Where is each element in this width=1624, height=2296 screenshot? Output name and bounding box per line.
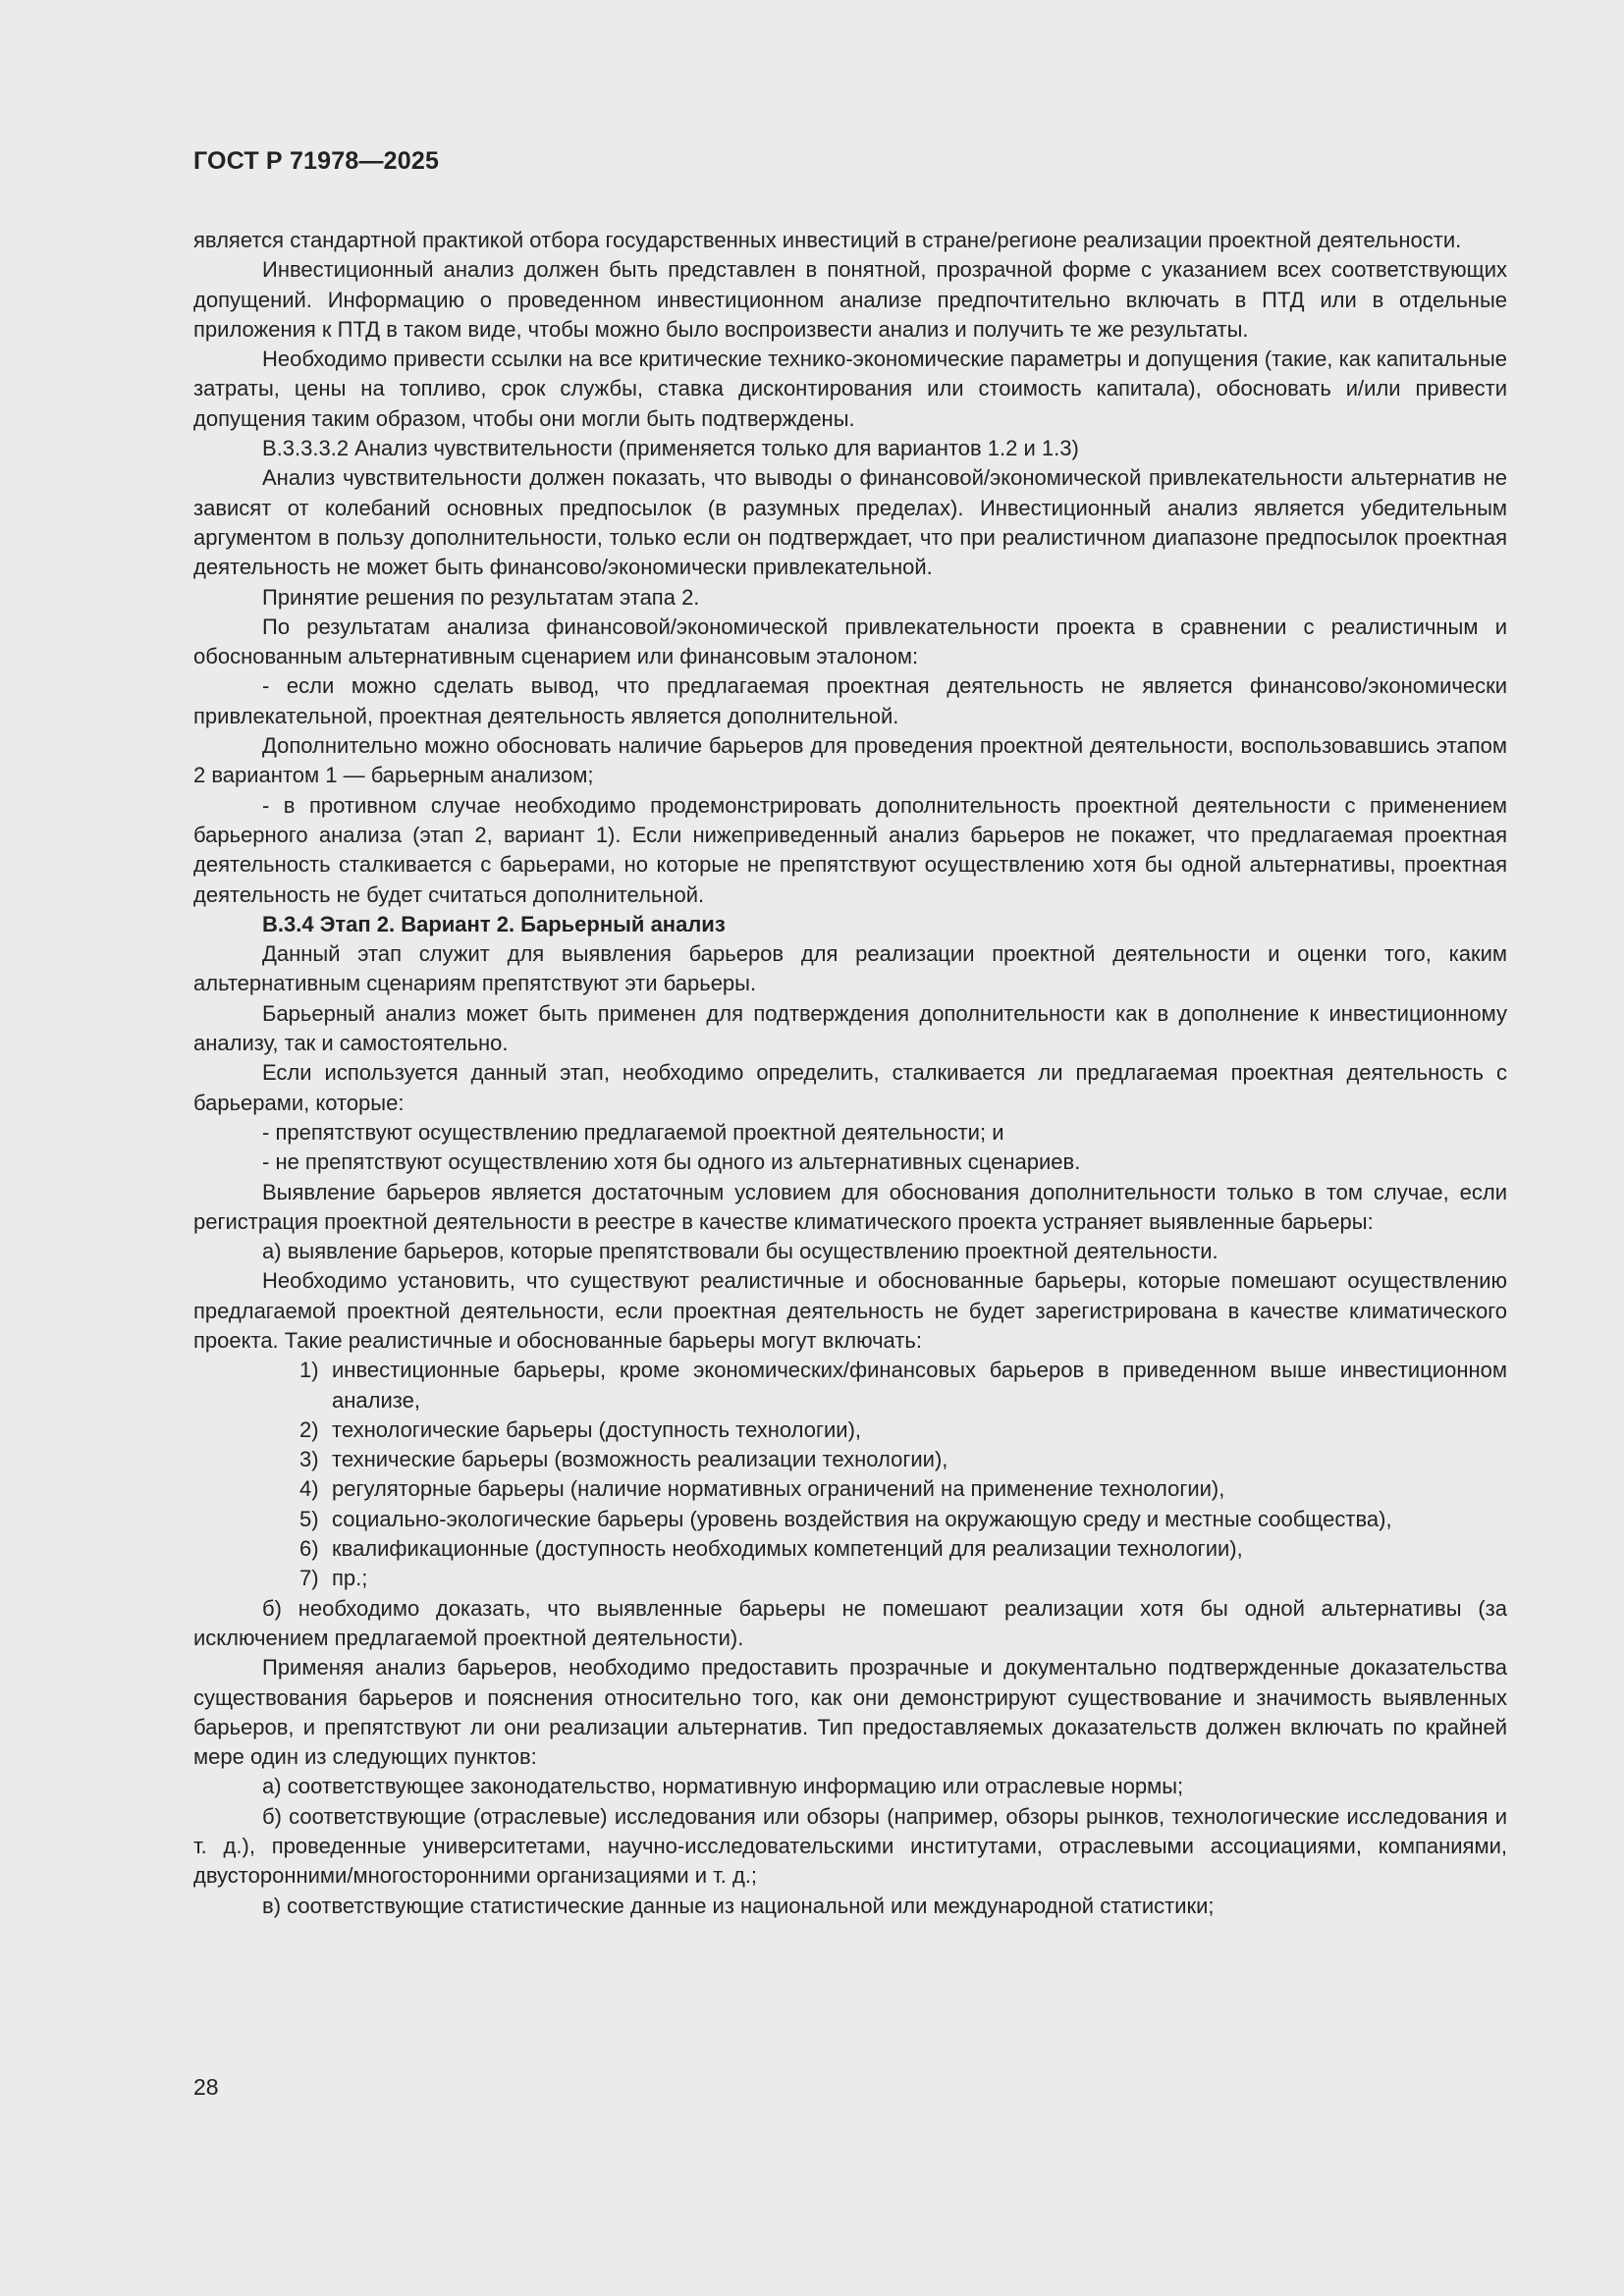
list-text: выявление барьеров, которые препятствовали бы осуществлению проектной деятельности. [287,1239,1218,1264]
numbered-item [299,1564,1507,1593]
item-text: технические барьеры (возможность реализации технологии), [332,1447,948,1472]
item-text: социально-экологические барьеры (уровень воздействия на окружающую среду и местные сообщества), [332,1506,1392,1531]
item-text: пр.; [332,1566,368,1591]
item-number: 3) [299,1447,319,1472]
item-text: технологические барьеры (доступность технологии), [332,1416,862,1442]
paragraph: Анализ чувствительности должен показать, что выводы о финансовой/экономической привлекательности альтернатив не зависят от колебаний основных предпосылок (в разумных пределах). Инвестиционный анализ является убедительным аргументом в пользу дополнительности, только если он подтверждает, что при реалистичном диапазоне предпосылок проектная деятельность не может быть финансово/экономически привлекательной. [193,465,1507,580]
paragraph: - препятствуют осуществлению предлагаемой проектной деятельности; и [262,1119,1004,1145]
numbered-item [299,1505,1507,1534]
paragraph: Барьерный анализ может быть применен для подтверждения дополнительности как в дополнение к инвестиционному анализу, так и самостоятельно. [193,1000,1507,1056]
paragraph: - в противном случае необходимо продемонстрировать дополнительность проектной деятельности с применением барьерного анализа (этап 2, вариант 1). Если нижеприведенный анализ барьеров не покажет, что предлагаемая проектная деятельность сталкивается с барьерами, но которые не препятствуют осуществлению хотя бы одной альтернативы, проектная деятельность не будет считаться дополнительной. [193,792,1507,907]
paragraph: Принятие решения по результатам этапа 2. [262,584,700,610]
list-text: соответствующие (отраслевые) исследования или обзоры (например, обзоры рынков, технологические исследования и т. д.), проведенные университетами, научно-исследовательскими институтами, отраслевыми ассоциациями, компаниями, двусторонними/многосторонними организациями и т. д.; [193,1803,1507,1889]
list-marker: б) [262,1595,282,1621]
paragraph: Выявление барьеров является достаточным условием для обоснования дополнительности только в том случае, если регистрация проектной деятельности в реестре в качестве климатического проекта устраняет выявленные барьеры: [193,1179,1507,1234]
numbered-item [299,1474,1507,1504]
item-number: 4) [299,1476,319,1502]
item-number: 6) [299,1536,319,1562]
barrier-list [193,1356,1507,1593]
list-text: необходимо доказать, что выявленные барьеры не помешают реализации хотя бы одной альтернативы (за исключением предлагаемой проектной деятельности). [193,1595,1507,1650]
paragraph: Необходимо установить, что существуют реалистичные и обоснованные барьеры, которые помешают осуществлению предлагаемой проектной деятельности, если проектная деятельность не будет зарегистрирована в качестве климатического проекта. Такие реалистичные и обоснованные барьеры могут включать: [193,1268,1507,1353]
section-heading: В.3.3.3.2 Анализ чувствительности (применяется только для вариантов 1.2 и 1.3) [262,436,1079,461]
paragraph: - не препятствуют осуществлению хотя бы одного из альтернативных сценариев. [262,1149,1081,1175]
item-text: квалификационные (доступность необходимых компетенций для реализации технологии), [332,1536,1243,1562]
list-text: соответствующие статистические данные из национальной или международной статистики; [287,1893,1215,1918]
item-number: 5) [299,1506,319,1531]
list-item [193,1802,1507,1892]
numbered-item [299,1534,1507,1564]
list-item [193,1237,1507,1266]
numbered-item [299,1356,1507,1415]
list-item [193,1772,1507,1801]
paragraph: Если используется данный этап, необходимо определить, сталкивается ли предлагаемая проектная деятельность с барьерами, которые: [193,1060,1507,1115]
list-item [193,1892,1507,1921]
list-marker: а) [262,1774,282,1799]
paragraph: Инвестиционный анализ должен быть представлен в понятной, прозрачной форме с указанием всех соответствующих допущений. Информацию о проведенном инвестиционном анализе предпочтительно включать в ПТД или в отдельные приложения к ПТД в таком виде, чтобы можно было воспроизвести анализ и получить те же результаты. [193,257,1507,342]
paragraph: является стандартной практикой отбора государственных инвестиций в стране/регионе реализации проектной деятельности. [193,228,1462,252]
list-marker: в) [262,1893,282,1918]
document-header: ГОСТ Р 71978—2025 [193,147,440,175]
page-number: 28 [193,2074,219,2100]
list-text: соответствующее законодательство, нормативную информацию или отраслевые нормы; [287,1774,1184,1799]
section-heading: В.3.4 Этап 2. Вариант 2. Барьерный анализ [262,911,726,936]
item-number: 7) [299,1566,319,1591]
item-text: регуляторные барьеры (наличие нормативных ограничений на применение технологии), [332,1476,1225,1502]
paragraph: По результатам анализа финансовой/экономической привлекательности проекта в сравнении с реалистичным и обоснованным альтернативным сценарием или финансовым эталоном: [193,614,1507,669]
paragraph: Необходимо привести ссылки на все критические технико-экономические параметры и допущения (такие, как капитальные затраты, цены на топливо, срок службы, ставка дисконтирования или стоимость капитала), обосновать и/или привести допущения таким образом, чтобы они могли быть подтверждены. [193,347,1507,431]
list-marker: а) [262,1239,282,1264]
document-body [193,226,1507,1921]
item-number: 2) [299,1416,319,1442]
item-text: инвестиционные барьеры, кроме экономических/финансовых барьеров в приведенном выше инвестиционном анализе, [332,1358,1507,1413]
paragraph: Дополнительно можно обосновать наличие барьеров для проведения проектной деятельности, воспользовавшись этапом 2 вариантом 1 — барьерным анализом; [193,733,1507,788]
list-item [193,1594,1507,1654]
list-marker: б) [262,1803,282,1829]
numbered-item [299,1415,1507,1445]
paragraph: Применяя анализ барьеров, необходимо предоставить прозрачные и документально подтвержденные доказательства существования барьеров и пояснения относительно того, как они демонстрируют существование и значимость выявленных барьеров, и препятствуют ли они реализации альтернатив. Тип предоставляемых доказательств должен включать по крайней мере один из следующих пунктов: [193,1655,1507,1770]
paragraph: - если можно сделать вывод, что предлагаемая проектная деятельность не является финансово/экономически привлекательной, проектная деятельность является дополнительной. [193,673,1507,728]
paragraph: Данный этап служит для выявления барьеров для реализации проектной деятельности и оценки того, каким альтернативным сценариям препятствуют эти барьеры. [193,941,1507,996]
item-number: 1) [299,1358,319,1383]
numbered-item [299,1445,1507,1474]
